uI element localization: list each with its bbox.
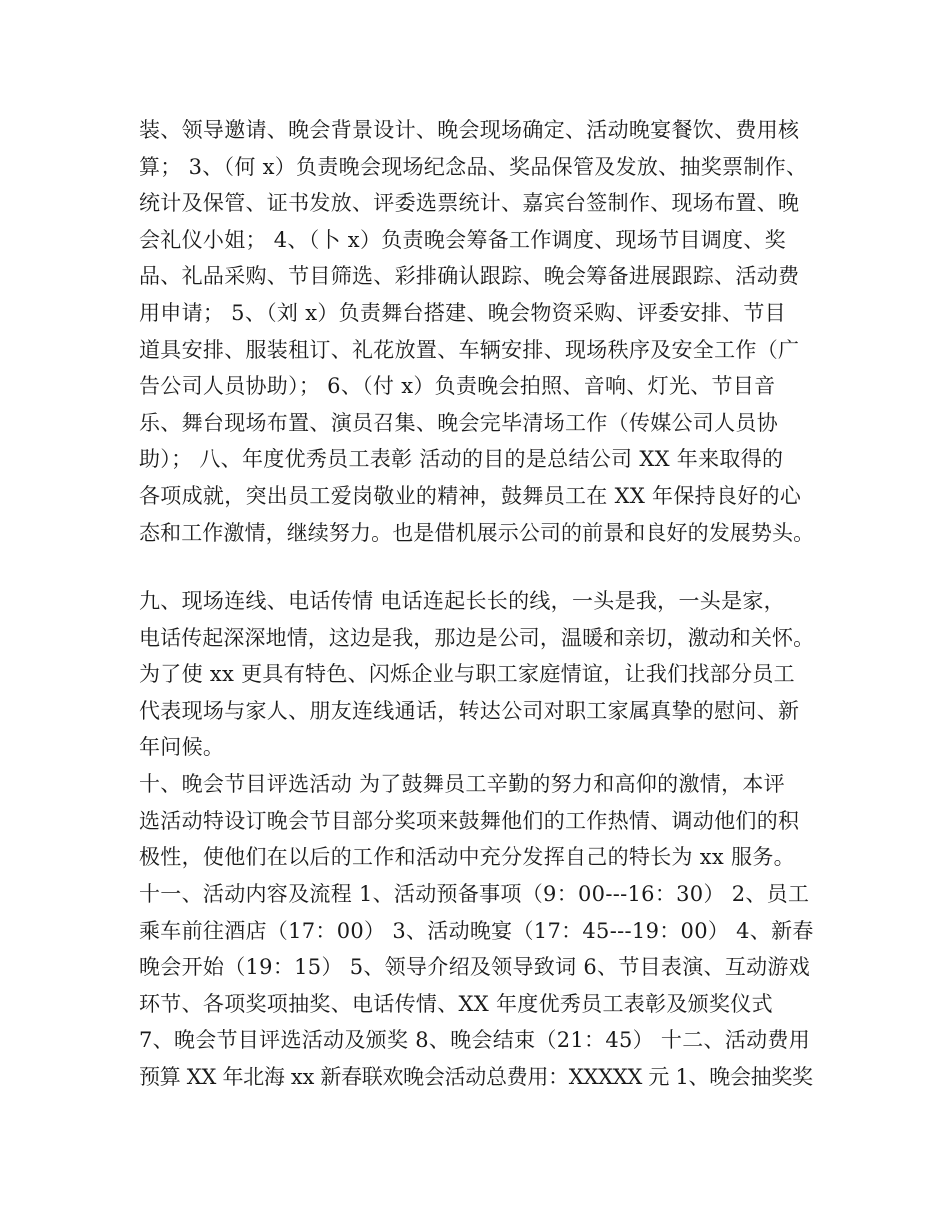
text-line: 7、晚会节目评选活动及颁奖 8、晚会结束（21：45） 十二、活动费用 <box>139 1028 811 1053</box>
text-line: 乐、舞台现场布置、演员召集、晚会完毕清场工作（传媒公司人员协 <box>139 410 778 435</box>
paragraph-phone-connection <box>139 583 819 766</box>
paragraph-program-selection <box>139 766 819 876</box>
text-line: 态和工作激情，继续努力。也是借机展示公司的前景和良好的发展势头。 <box>139 520 815 545</box>
text-line: 为了使 xx 更具有特色、闪烁企业与职工家庭情谊，让我们找部分员工 <box>139 662 795 687</box>
text-line: 助）； 八、年度优秀员工表彰 活动的目的是总结公司 XX 年来取得的 <box>139 447 784 472</box>
text-line: 晚会开始（19：15） 5、领导介绍及领导致词 6、节目表演、互动游戏 <box>139 955 811 980</box>
text-line: 九、现场连线、电话传情 电话连起长长的线，一头是我，一头是家， <box>139 589 785 613</box>
text-line: 环节、各项奖项抽奖、电话传情、XX 年度优秀员工表彰及颁奖仪式 <box>139 991 773 1016</box>
text-line: 道具安排、服装租订、礼花放置、车辆安排、现场秩序及安全工作（广 <box>139 337 800 362</box>
text-line: 十、晚会节目评选活动 为了鼓舞员工辛勤的努力和高仰的激情，本评 <box>139 772 785 796</box>
text-line: 年问候。 <box>139 735 225 760</box>
text-line: 统计及保管、证书发放、评委选票统计、嘉宾台签制作、现场布置、晚 <box>139 191 800 216</box>
text-line: 装、领导邀请、晚会背景设计、晚会现场确定、活动晚宴餐饮、费用核 <box>139 118 800 142</box>
text-line: 代表现场与家人、朋友连线通话，转达公司对职工家属真挚的慰问、新 <box>139 698 800 723</box>
text-line: 十一、活动内容及流程 1、活动预备事项（9：00---16：30） 2、员工 <box>139 882 810 906</box>
text-line: 告公司人员协助）； 6、（付 x）负责晚会拍照、音响、灯光、节目音 <box>139 374 776 399</box>
text-line: 会礼仪小姐； 4、（卜 x）负责晚会筹备工作调度、现场节目调度、奖 <box>139 227 786 252</box>
text-line: 预算 XX 年北海 xx 新春联欢晚会活动总费用：XXXXX 元 1、晚会抽奖奖 <box>139 1064 813 1089</box>
text-line: 品、礼品采购、节目筛选、彩排确认跟踪、晚会筹备进展跟踪、活动费 <box>139 264 800 289</box>
text-line: 算； 3、（何 x）负责晚会现场纪念品、奖品保管及发放、抽奖票制作、 <box>139 154 808 179</box>
text-line: 极性，使他们在以后的工作和活动中充分发挥自己的特长为 xx 服务。 <box>139 845 795 870</box>
text-line: 电话传起深深地情，这边是我，那边是公司，温暖和亲切，激动和关怀。 <box>139 625 815 650</box>
paragraph-staff-duties <box>139 112 819 551</box>
text-line: 乘车前往酒店（17：00） 3、活动晚宴（17：45---19：00） 4、新春 <box>139 918 814 943</box>
paragraph-agenda-budget <box>139 876 819 1096</box>
text-line: 各项成就，突出员工爱岗敬业的精神，鼓舞员工在 XX 年保持良好的心 <box>139 483 802 508</box>
text-line: 选活动特设订晚会节目部分奖项来鼓舞他们的工作热情、调动他们的积 <box>139 808 800 833</box>
text-line: 用申请； 5、（刘 x）负责舞台搭建、晚会物资采购、评委安排、节目 <box>139 300 786 325</box>
